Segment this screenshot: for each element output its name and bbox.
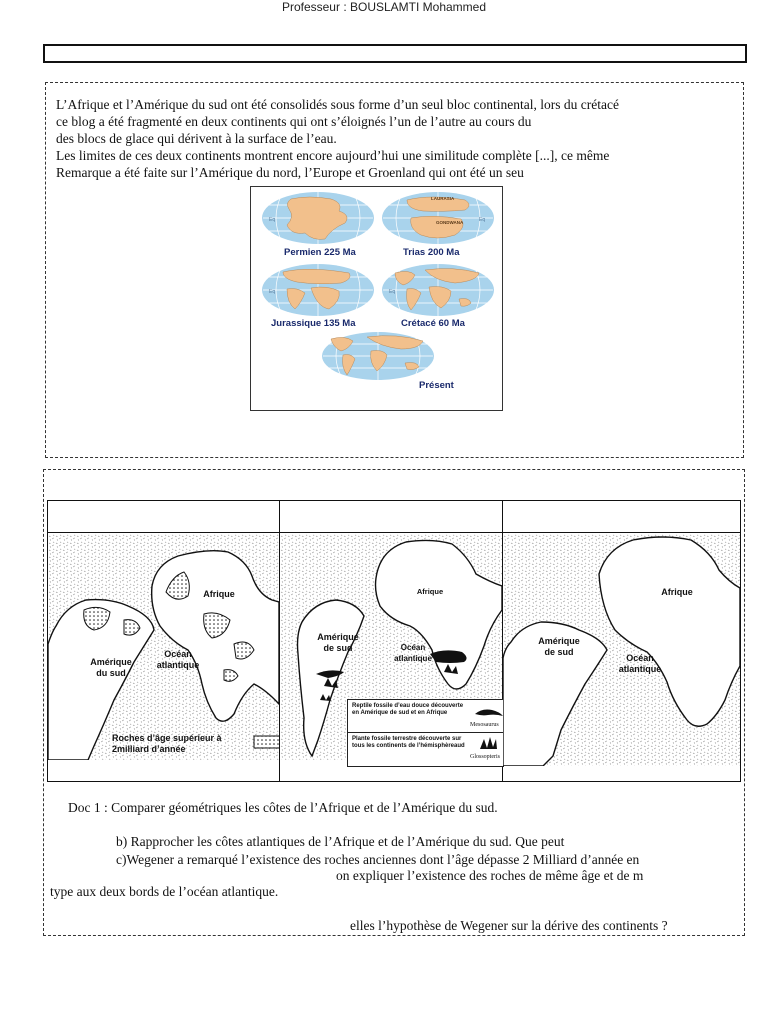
- mesosaurus-icon: [474, 706, 504, 718]
- label-jurassique: Jurassique 135 Ma: [271, 318, 356, 329]
- label-trias: Trias 200 Ma: [403, 247, 460, 258]
- map-trias: [381, 191, 496, 245]
- label-cretace: Crétacé 60 Ma: [401, 318, 465, 329]
- gondwana-text: GONDWANA: [436, 220, 464, 225]
- map-ancient-rocks: [48, 534, 279, 760]
- table-header-row: [47, 500, 741, 533]
- intro-line: ce blog a été fragmenté en deux continents qui ont s’éloignés l’un de l’autre au cours du: [56, 114, 532, 129]
- laurasia-text: LAURASIA: [431, 196, 455, 201]
- mesosaurus-name: Mesosaurus: [470, 722, 499, 728]
- label-amerique-de-sud: Amérique de sud: [538, 636, 580, 657]
- label-ocean-atlantique: Océan atlantique: [394, 643, 432, 663]
- intro-line: L’Afrique et l’Amérique du sud ont été consolidés sous forme d’un seul bloc continental, lors du crétacé: [56, 97, 619, 112]
- eq-text: Eq: [269, 289, 276, 295]
- intro-line: Les limites de ces deux continents montrent encore aujourd’hui une similitude complète [...], ce même: [56, 148, 610, 163]
- map-jurassique: [261, 263, 376, 317]
- label-afrique: Afrique: [416, 587, 444, 596]
- label-present: Présent: [419, 380, 454, 391]
- eq-text: Eq: [479, 217, 486, 223]
- legend-ancient-rocks: Roches d’âge supérieur à 2milliard d’année: [112, 733, 222, 754]
- map-cretace: [381, 263, 496, 317]
- eq-text: Eq: [269, 217, 276, 223]
- legend-glossopteris-text: Plante fossile terrestre découverte sur tous les continents de l’hémisphèreaud: [352, 736, 465, 749]
- question-b: b) Rapprocher les côtes atlantiques de l’Afrique et de l’Amérique du sud. Que peut: [116, 834, 565, 849]
- legend-divider: [348, 732, 503, 733]
- label-afrique: Afrique: [661, 587, 693, 597]
- label-amerique-de-sud: Amérique de sud: [317, 632, 359, 653]
- question-doc1: Doc 1 : Comparer géométriques les côtes de l’Afrique et de l’Amérique du sud.: [68, 800, 498, 815]
- legend-mesosaurus-text: Reptile fossile d’eau douce découverte en Amérique de sud et en Afrique: [352, 703, 464, 716]
- question-c: c)Wegener a remarqué l’existence des roches anciennes dont l’âge dépasse 2 Milliard d’année en: [116, 852, 640, 867]
- intro-line: Remarque a été faite sur l’Amérique du nord, l’Europe et Groenland qui ont été un seu: [56, 165, 524, 180]
- exercise-title-box: [43, 44, 747, 63]
- label-ocean-atlantique: Océan atlantique: [156, 649, 200, 670]
- label-afrique: Afrique: [203, 589, 235, 599]
- glossopteris-name: Glossopteris: [470, 754, 500, 760]
- map-permien: [261, 191, 376, 245]
- glossopteris-icon: [478, 736, 498, 750]
- paleogeography-figure: [250, 186, 503, 411]
- fossil-legend: [347, 699, 504, 767]
- intro-line: des blocs de glace qui dérivent à la surface de l’eau.: [56, 131, 337, 146]
- map-present: [321, 331, 436, 381]
- label-ocean-atlantique: Océan atlantique: [618, 653, 662, 674]
- label-permien: Permien 225 Ma: [284, 247, 356, 258]
- question-c-end: type aux deux bords de l’océan atlantique.: [50, 884, 279, 899]
- teacher-header: Professeur : BOUSLAMTI Mohammed: [281, 0, 487, 14]
- label-amerique-du-sud: Amérique du sud: [90, 657, 132, 678]
- question-d: elles l’hypothèse de Wegener sur la dérive des continents ?: [350, 918, 668, 933]
- eq-text: Eq: [389, 289, 396, 295]
- intro-paragraph: [56, 96, 619, 181]
- question-c-continued: on expliquer l’existence des roches de même âge et de m: [336, 868, 644, 883]
